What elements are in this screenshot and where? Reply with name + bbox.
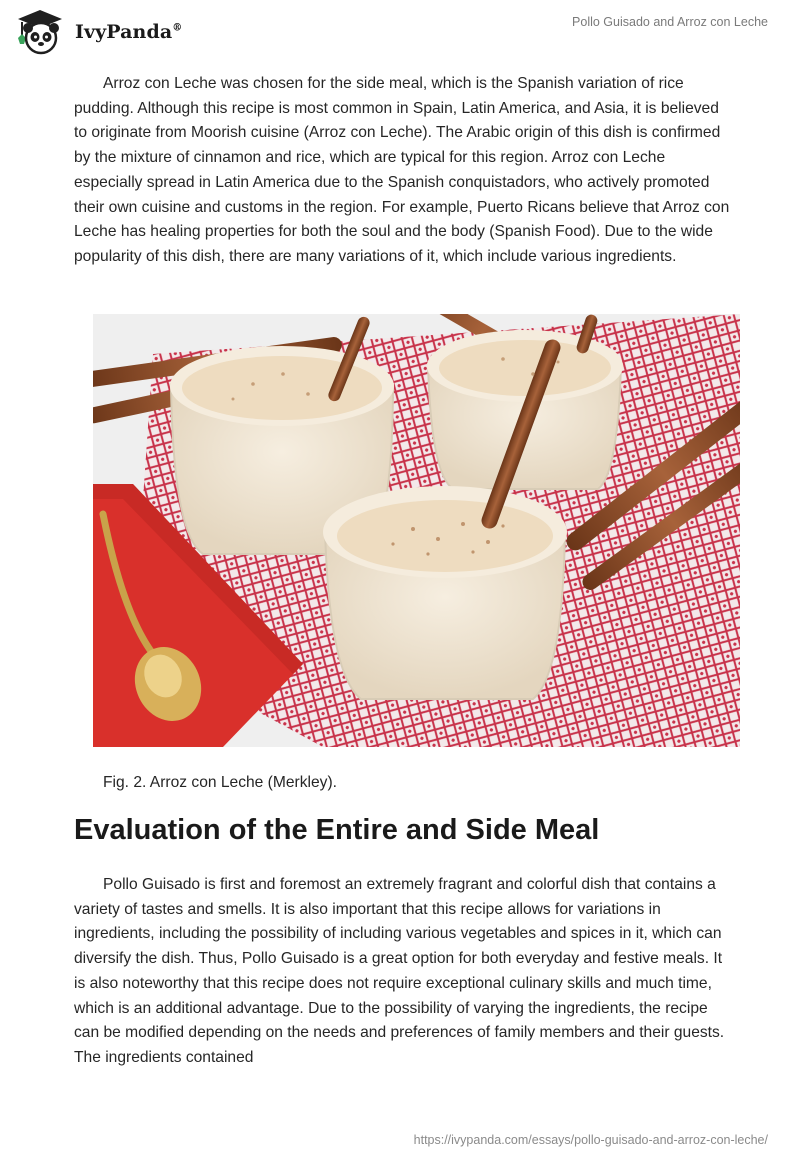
paragraph-text: Pollo Guisado is first and foremost an extremely fragrant and colorful dish that contains a variety of tastes and smells. It is also important that this recipe allows for variations in ingredients, including the possibility of including various vegetables and spices in it, which can diversify the dish. Thus, Pollo Guisado is a great option for both everyday and festive meals. It is also noteworthy that this recipe does not require exceptional culinary skills and much time, which is an additional advantage. Due to the possibility of varying the ingredients, the recipe can be modified depending on the needs and preferences of family members and their guests. The ingredients contained — [74, 876, 725, 1066]
registered-mark: ® — [172, 22, 183, 34]
panda-graduation-cap-icon — [14, 8, 66, 56]
body-paragraph — [74, 873, 734, 1071]
document-title: Pollo Guisado and Arroz con Leche — [572, 15, 768, 29]
paragraph-text: Arroz con Leche was chosen for the side meal, which is the Spanish variation of rice pudding. Although this recipe is most common in Spain, Latin America, and Asia, it is believed to originate from Moorish cuisine (Arroz con Leche). The Arabic origin of this dish is confirmed by the mixture of cinnamon and rice, which are typical for this region. Arroz con Leche especially spread in Latin America due to the Spanish conquistadors, who actively promoted their own cuisine and customs in the region. For example, Puerto Ricans believe that Arroz con Leche has healing properties for both the soul and the body (Spanish Food). Due to the wide popularity of this dish, there are many variations of it, which include various ingredients. — [74, 75, 730, 265]
figure-caption: Fig. 2. Arroz con Leche (Merkley). — [103, 774, 337, 791]
figure-image-arroz-con-leche — [93, 314, 740, 747]
page-header — [0, 0, 800, 62]
source-url-link[interactable]: https://ivypanda.com/essays/pollo-guisado-and-arroz-con-leche/ — [413, 1133, 768, 1147]
ivypanda-logo[interactable] — [14, 8, 194, 56]
section-heading: Evaluation of the Entire and Side Meal — [74, 814, 600, 846]
body-paragraph — [74, 72, 734, 270]
logo-wordmark: IvyPanda® — [75, 21, 183, 43]
